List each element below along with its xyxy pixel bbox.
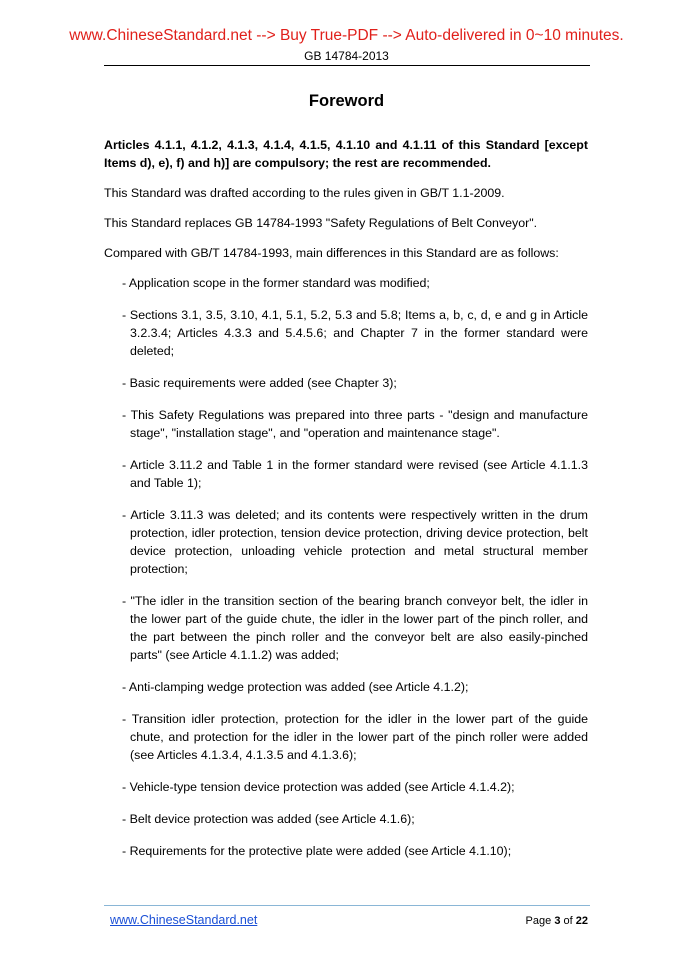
list-item: - Article 3.11.3 was deleted; and its contents were respectively written in the drum protection, idler protection, tension device protection, driving device protection, belt device protection, unloading vehicle protection and metal structural member protection; <box>122 508 588 576</box>
document-body <box>104 136 588 874</box>
comparison-intro: Compared with GB/T 14784-1993, main differences in this Standard are as follows: <box>104 246 559 260</box>
document-code: GB 14784-2013 <box>304 49 389 63</box>
replacement-statement: This Standard replaces GB 14784-1993 "Safety Regulations of Belt Conveyor". <box>104 216 538 230</box>
footer-divider <box>104 905 590 906</box>
page-number <box>526 915 588 927</box>
list-item: - This Safety Regulations was prepared into three parts - "design and manufacture stage", "installation stage", and "operation and maintenance stage". <box>122 408 588 440</box>
list-item: - Basic requirements were added (see Chapter 3); <box>122 376 397 390</box>
list-item: - Vehicle-type tension device protection was added (see Article 4.1.4.2); <box>122 780 515 794</box>
list-item: - Transition idler protection, protection for the idler in the lower part of the guide chute, and protection for the idler in the lower part of the pinch roller were added (see Articles 4.1.3.4, 4.1.3.5 and 4.1.3.6); <box>122 712 588 762</box>
differences-list <box>104 274 588 860</box>
list-item: - Belt device protection was added (see Article 4.1.6); <box>122 812 415 826</box>
list-item: - Application scope in the former standard was modified; <box>122 276 430 290</box>
page-current: 3 <box>554 915 561 927</box>
drafting-statement: This Standard was drafted according to the rules given in GB/T 1.1-2009. <box>104 186 505 200</box>
page-title: Foreword <box>308 92 385 110</box>
promo-banner-link[interactable]: www.ChineseStandard.net --> Buy True-PDF --> Auto-delivered in 0~10 minutes. <box>69 27 624 44</box>
list-item: - Requirements for the protective plate were added (see Article 4.1.10); <box>122 844 512 858</box>
header-divider <box>104 65 590 66</box>
page-total: 22 <box>575 915 588 927</box>
list-item: - "The idler in the transition section of the bearing branch conveyor belt, the idler in the lower part of the guide chute, the idler in the lower part of the pinch roller, and the part between the pinch roller and the conveyor belt are also easily-pinched parts" (see Article 4.1.1.2) was added; <box>122 594 588 662</box>
compulsory-statement: Articles 4.1.1, 4.1.2, 4.1.3, 4.1.4, 4.1.5, 4.1.10 and 4.1.11 of this Standard [except Items d), e), f) and h)] are compulsory; the rest are recommended. <box>104 138 588 170</box>
page-of: of <box>563 915 573 927</box>
footer-website-link[interactable]: www.ChineseStandard.net <box>110 913 258 927</box>
page-label: Page <box>525 915 552 927</box>
list-item: - Anti-clamping wedge protection was added (see Article 4.1.2); <box>122 680 469 694</box>
list-item: - Sections 3.1, 3.5, 3.10, 4.1, 5.1, 5.2, 5.3 and 5.8; Items a, b, c, d, e and g in Article 3.2.3.4; Articles 4.3.3 and 5.4.5.6; and Chapter 7 in the former standard were deleted; <box>122 308 588 358</box>
list-item: - Article 3.11.2 and Table 1 in the former standard were revised (see Article 4.1.1.3 and Table 1); <box>122 458 588 490</box>
